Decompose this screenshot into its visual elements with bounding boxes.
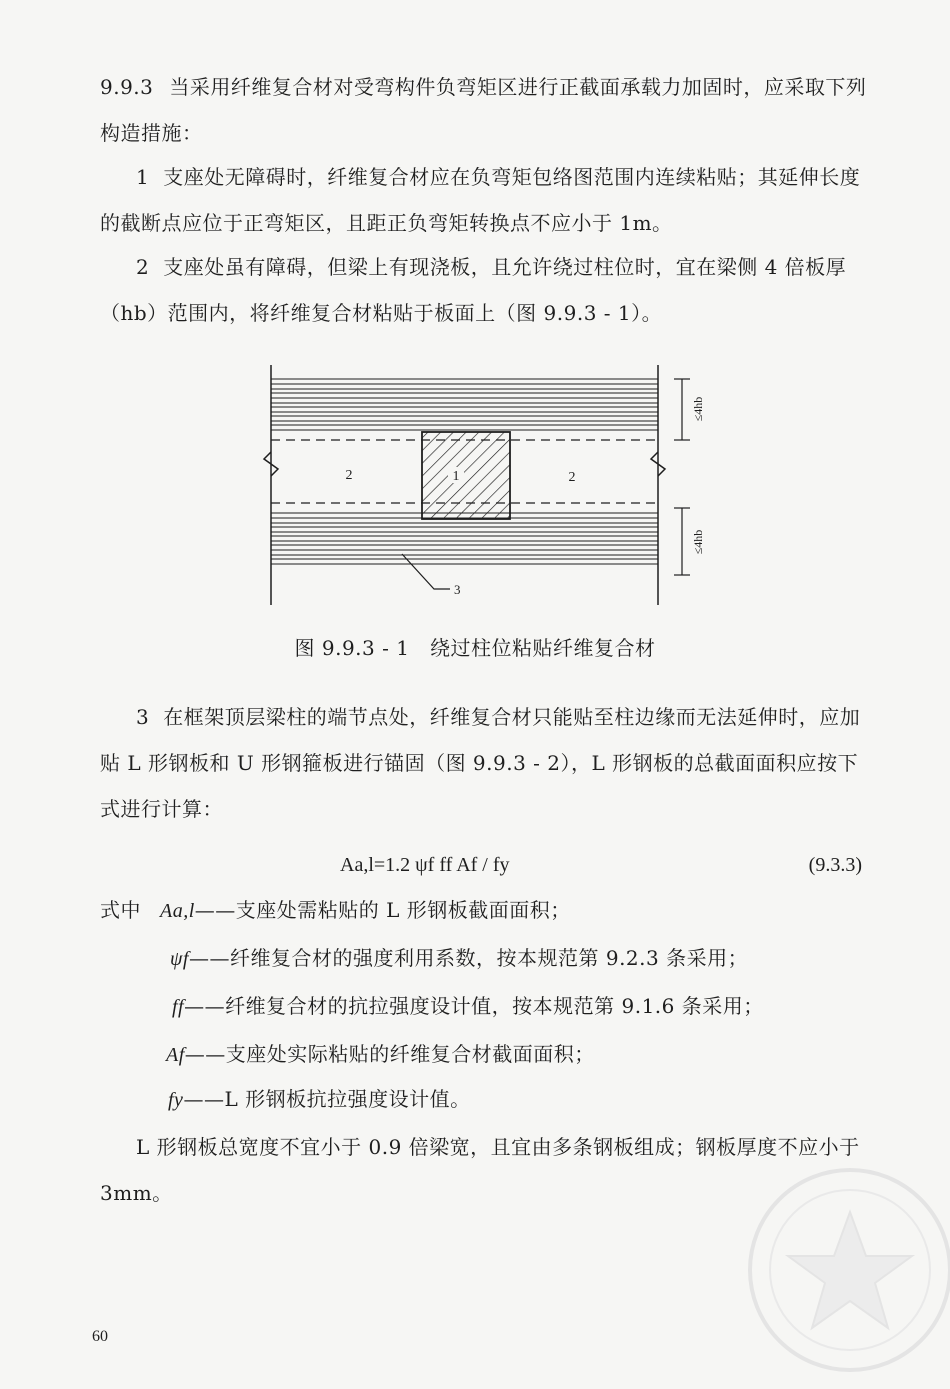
item-text: 支座处无障碍时，纤维复合材应在负弯矩包络图范围内连续粘贴；其延伸长度的截断点应位于正弯矩区，且距正负弯矩转换点不应小于 1m。: [100, 165, 861, 235]
definition-text: 支座处需粘贴的 L 形钢板截面面积；: [235, 898, 571, 922]
definition-row: [168, 1084, 471, 1115]
clause-paragraph: [100, 64, 870, 156]
definition-text: 纤维复合材的强度利用系数，按本规范第 9.2.3 条采用；: [229, 946, 749, 970]
definition-symbol: Aa,l: [160, 900, 195, 922]
watermark-stamp: [730, 1140, 950, 1380]
column-hatched: [422, 432, 510, 519]
dimension-top-label: ≤4hb: [691, 396, 705, 422]
item-number: 3: [136, 705, 150, 729]
formula: Aa,l=1.2 ψf ff Af / fy: [340, 854, 510, 876]
definition-symbol: ff: [172, 996, 185, 1018]
item-text: 支座处虽有障碍，但梁上有现浇板，且允许绕过柱位时，宜在梁侧 4 倍板厚（hb）范围内，将纤维复合材粘贴于板面上（图 9.9.3 - 1）。: [100, 255, 847, 325]
definition-dash: ——: [184, 994, 226, 1018]
page-number: 60: [92, 1328, 108, 1345]
item-2-paragraph: [100, 244, 870, 336]
figure-caption: 图 9.9.3 - 1 绕过柱位粘贴纤维复合材: [294, 636, 656, 660]
figure-diagram: [250, 355, 730, 615]
clause-number: 9.9.3: [100, 75, 154, 99]
leader-label: 3: [454, 582, 461, 597]
definition-dash: ——: [183, 1087, 225, 1111]
item-1-paragraph: [100, 154, 870, 246]
dimension-bottom: [674, 508, 690, 575]
definition-dash: ——: [194, 898, 236, 922]
definition-symbol: ψf: [170, 948, 189, 970]
item-number: 2: [136, 255, 150, 279]
item-text: 在框架顶层梁柱的端节点处，纤维复合材只能贴至柱边缘而无法延伸时，应加贴 L 形钢板和 U 形钢箍板进行锚固（图 9.9.3 - 2），L 形钢板的总截面面积应按下式进行计算：: [100, 705, 861, 821]
definition-row: [160, 895, 571, 926]
definition-symbol: fy: [168, 1089, 184, 1111]
definition-symbol: Af: [166, 1044, 185, 1066]
dimension-top: [674, 379, 690, 440]
definition-row: [166, 1039, 595, 1070]
clause-text: 当采用纤维复合材对受弯构件负弯矩区进行正截面承载力加固时，应采取下列构造措施：: [100, 75, 867, 145]
bottom-fiber-strips: [271, 513, 658, 564]
definition-dash: ——: [184, 1042, 226, 1066]
definition-text: L 形钢板抗拉强度设计值。: [224, 1087, 471, 1111]
where-label: 式中: [100, 898, 141, 922]
definition-dash: ——: [188, 946, 230, 970]
closing-paragraph: L 形钢板总宽度不宜小于 0.9 倍梁宽，且宜由多条钢板组成；钢板厚度不应小于 3mm。: [100, 1135, 860, 1205]
definition-text: 纤维复合材的抗拉强度设计值，按本规范第 9.1.6 条采用；: [225, 994, 764, 1018]
definition-row: [170, 943, 748, 974]
definition-row: [172, 991, 764, 1022]
item-3-paragraph: [100, 694, 870, 832]
formula-number: (9.3.3): [808, 854, 862, 876]
top-fiber-strips: [271, 379, 658, 430]
item-number: 1: [136, 165, 150, 189]
column-label: 1: [452, 469, 460, 484]
left-region-label: 2: [345, 468, 353, 483]
definition-text: 支座处实际粘贴的纤维复合材截面面积；: [225, 1042, 595, 1066]
dimension-bottom-label: ≤4hb: [691, 529, 705, 555]
right-region-label: 2: [568, 470, 576, 485]
